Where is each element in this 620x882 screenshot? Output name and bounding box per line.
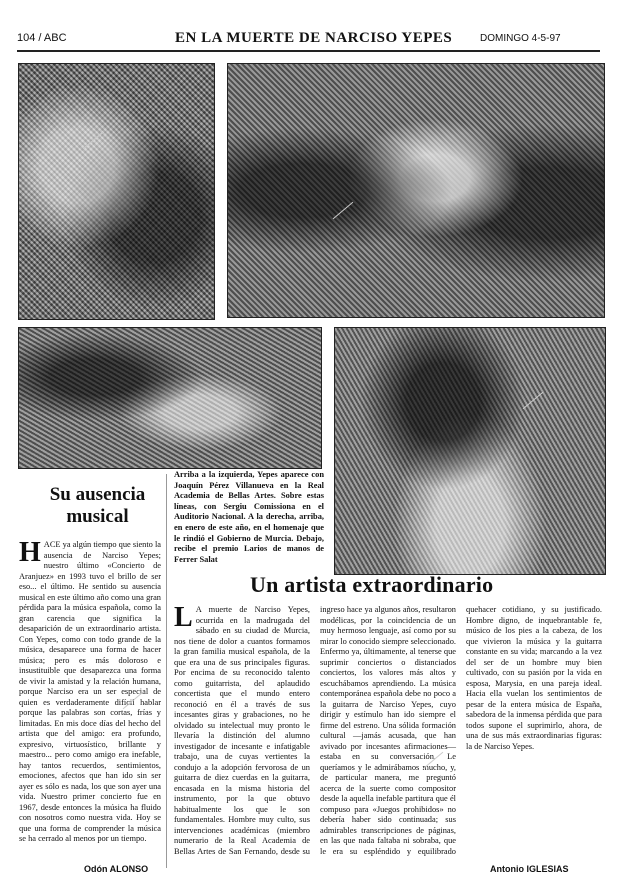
issue-date: DOMINGO 4-5-97 — [480, 33, 561, 44]
article-body-2 — [174, 605, 602, 859]
article-headline-2: Un artista extraordinario — [250, 572, 494, 597]
photo-4 — [334, 327, 606, 575]
photo-2 — [227, 63, 605, 318]
header-rule — [17, 50, 600, 52]
article-text-1: ACE ya algún tiempo que siento la ausencia de Narciso Yepes; nuestro último «Concierto de Aranjuez» en 1993 tuvo el brillo de ser eso... el último. He sentido su ausencia musical en este último año como una gran pérdida para la música española, como la gran carencia que significa la desaparición de un extraordinario artista. Con Yepes, como con todo grande de la música, desaparece una forma de hacer música; pero es más doloroso e insustituible que desaparezca una forma de vivir la amistad y la relación humana, porque Narciso era un ser especial de quien es verdaderamente difícil hablar porque las palabras son cortas, frías y limitadas. En mis doce días del hecho del artista que del amigo: era profundo, expresivo, virtuosístico, brillante y maestro... pero como amigo era inefable, hay tantos recuerdos, sentimientos, emociones, afectos que han ido sin ser ayer es sólo es nada, los que son ayer una vida. Nuestro primer concierto fue en 1967, desde entonces la música ha fluido con nosotros como nuestra vida. Hoy se que una forma de comprender la música se ha cerrado al menos por un tiempo. — [19, 540, 161, 843]
article-body-1 — [19, 540, 161, 862]
photo-caption: Arriba a la izquierda, Yepes aparece con Joaquín Pérez Villanueva en la Real Academia de Bellas Artes. Sobre estas líneas, con Sergiu Comissiona en el Auditorio Nacional. A la derecha, arriba, en enero de este año, en el homenaje que le rindió el Gobierno de Murcia. Debajo, recibe el premio Larios de manos de Ferrer Salat — [174, 470, 324, 564]
dropcap: H — [19, 540, 41, 568]
column-rule — [166, 474, 167, 868]
article-headline-1: Su ausencia musical — [49, 484, 146, 527]
page-section: 104 / ABC — [17, 32, 67, 44]
photo-1 — [18, 63, 215, 320]
photo-3 — [18, 327, 322, 469]
author-2: Antonio IGLESIAS — [490, 864, 569, 874]
section-title: EN LA MUERTE DE NARCISO YEPES — [175, 30, 453, 46]
article-text-2: A muerte de Narciso Yepes, ocurrida en la madrugada del sábado en su ciudad de Murcia, nos tiene de dolor a cuantos formamos la gran familia musical española, de la que era una de sus principales figuras. Por encima de su reconocido talento como guitarrista, del aplaudido concertista que el mundo entero reconoció en él a través de sus incesantes giras y grabaciones, no he olvidado su intelectual muy pronto le llevaría la distinción del alumno investigador de incesante e infatigable trabajo, una de cuyas vertientes la condujo a la adopción fervorosa de un guitarra de diez cuerdas en la guitarra, encasada en la misma historia del instrumento, por la que obtuvo habitualmente los que le son fundamentales. Hombre muy culto, sus intervenciones académicas (miembro numerario de la Real Academia de Bellas Artes de San Fernando, desde su ingreso hace ya algunos años, resultaron modélicas, por la coincidencia de un muy hermoso lenguaje, así como por su mirar lo conocido siempre seleccionado. Enfermo ya, últimamente, al tenerse que suprimir conciertos o distanciados conciertos, los valores más altos y escuchábamos aprendiendo. La música contemporánea española debe no poco a la guitarra de Narciso Yepes, cuyo dirigir y estímulo han ido siempre el firme del estreno. Una sólida formación cultural —jamás acusada, que han avivado por incesantes afirmaciones— estaba en su conversación. Le queríamos y le admirábamos mucho, y, de particular manera, me preguntó acerca de la suerte como compositor desde la aquella inefable partitura que él compuso para «Juegos prohibidos» no debería haber sido continuada; sus admirables transcripciones de páginas, en las que nada faltaba ni sobraba, que le era su espléndido y equilibrado quehacer cotidiano, y su justificado. Hombre digno, de inquebrantable fe, músico de los pies a la cabeza, de los que vivieron la música y la guitarra constante en su vida; marcando a la vez del ser de un hombre muy bien cultivado, con su pasión por la vida en esposa, Marysia, en una pareja ideal. Hacia ella vuelan los sentimientos de pesar de la entera música de España, sabedora de la inmensa pérdida que para todos supone el suprimirlo, ahora, de una de sus más extraordinarias figuras: la de Narciso Yepes. — [174, 605, 602, 856]
dropcap: L — [174, 605, 193, 633]
author-1: Odón ALONSO — [84, 864, 149, 874]
